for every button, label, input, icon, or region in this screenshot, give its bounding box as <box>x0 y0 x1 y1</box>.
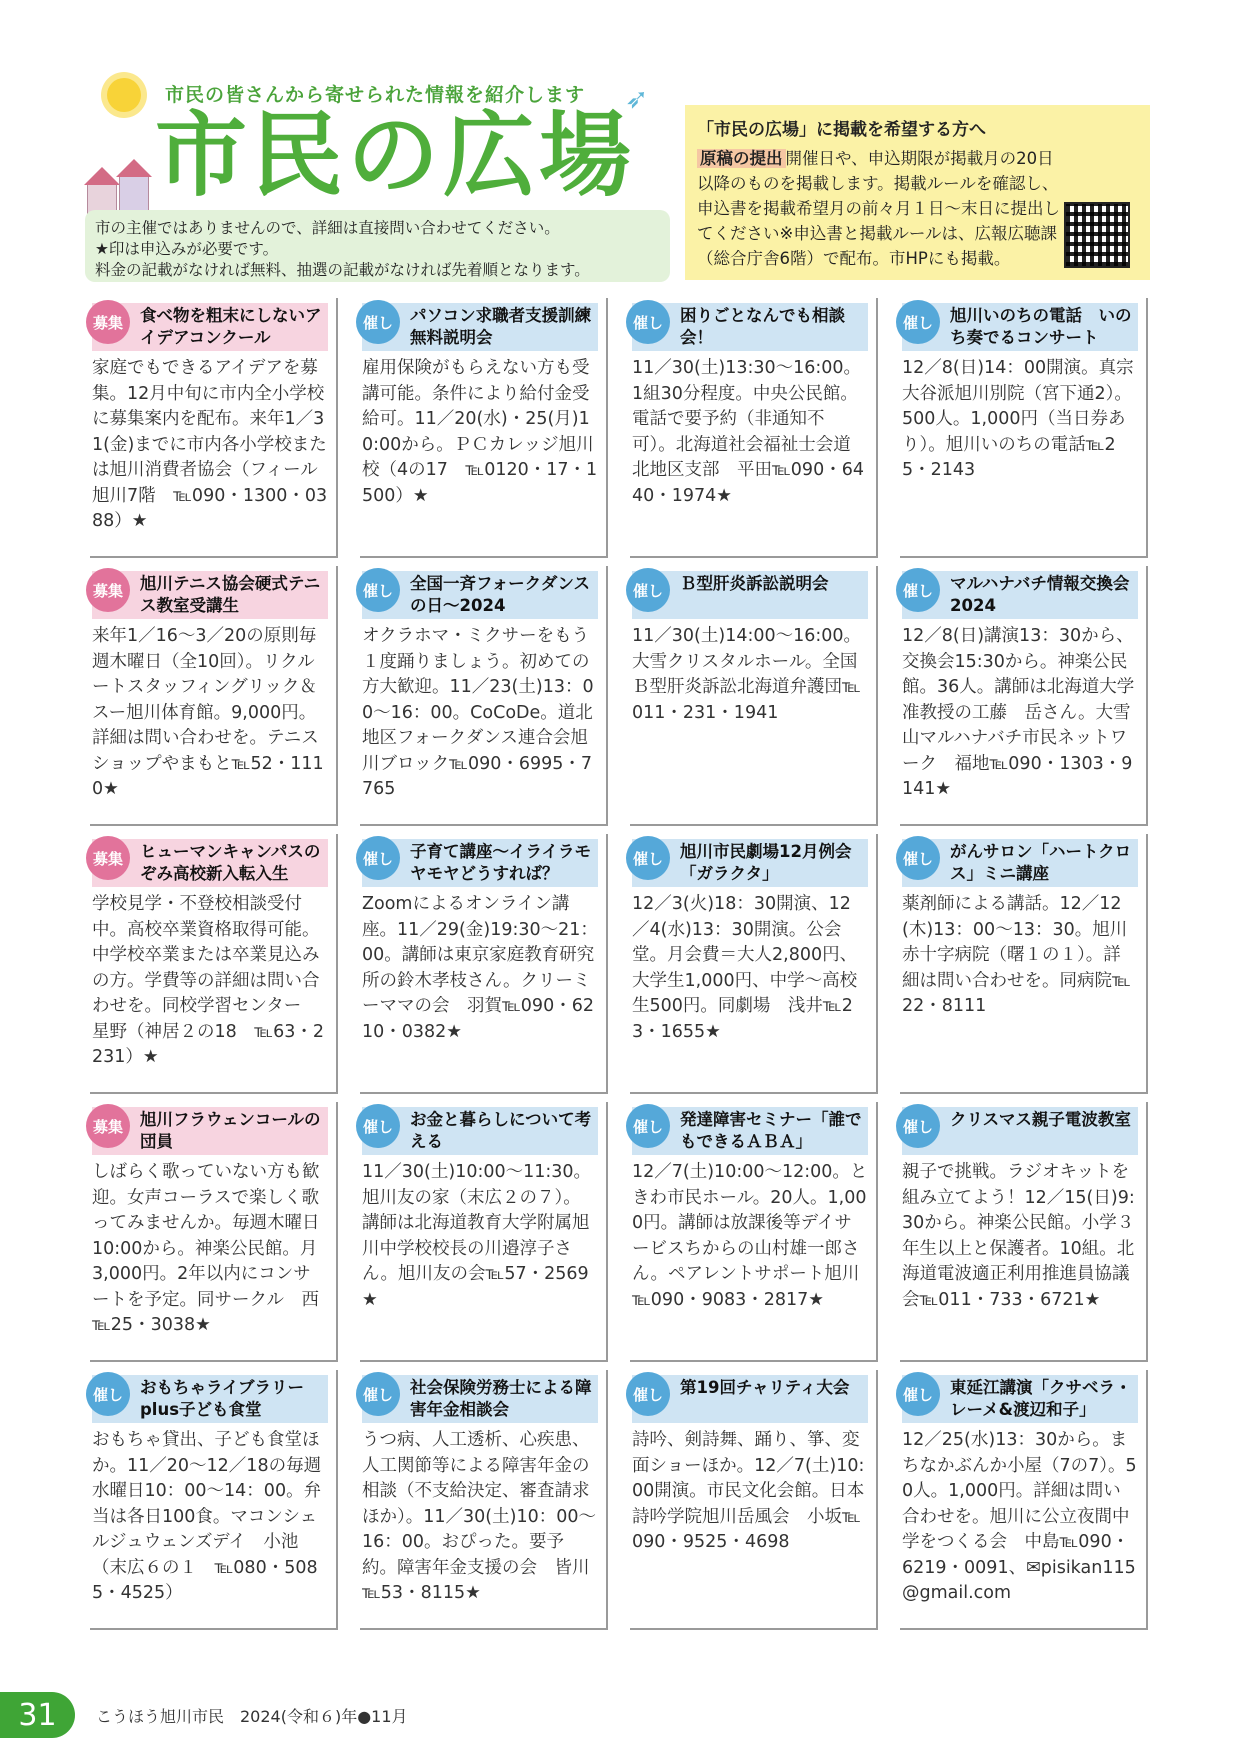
card-body: 12／7(土)10:00～12:00。ときわ市民ホール。20人。1,000円。講師は放課後等デイサービスちからの山村雄一郎さん。ペアレントサポート旭川℡090・9083・2817★ <box>632 1162 868 1310</box>
event-card <box>630 298 878 558</box>
card-title: Ｂ型肝炎訴訟説明会 <box>632 571 868 619</box>
event-card <box>360 298 608 558</box>
category-badge: 催し <box>896 568 940 612</box>
qr-code-icon[interactable] <box>1064 202 1130 268</box>
event-card <box>90 834 338 1094</box>
card-title: おもちゃライブラリーplus子ども食堂 <box>92 1375 328 1423</box>
card-body: 詩吟、剣詩舞、踊り、箏、変面ショーほか。12／7(土)10:00開演。市民文化会館。日本詩吟学院旭川岳風会 小坂℡090・9525・4698 <box>632 1430 865 1552</box>
category-badge: 募集 <box>86 1104 130 1148</box>
card-body: しばらく歌っていない方も歓迎。女声コーラスで楽しく歌ってみませんか。毎週木曜日10:00から。神楽公民館。月3,000円。2年以内にコンサートを予定。同サークル 西℡25・3038★ <box>92 1162 320 1335</box>
card-body: おもちゃ貸出、子ども食堂ほか。11／20～12／18の毎週水曜日10：00～14：00。弁当は各日100食。マコンシェルジュウェンズデイ 小池（末広６の１ ℡080・5085・4525） <box>92 1430 322 1603</box>
card-body: うつ病、人工透析、心疾患、人工関節等による障害年金の相談（不支給決定、審査請求ほか）。11／30(土)10：00～16：00。おぴった。要予約。障害年金支援の会 皆川℡53・8115★ <box>362 1430 596 1603</box>
card-body: 雇用保険がもらえない方も受講可能。条件により給付金受給可。11／20(水)・25(月)10:00から。ＰＣカレッジ旭川校（4の17 ℡0120・17・1500）★ <box>362 358 598 506</box>
card-body: 11／30(土)13:30～16:00。1組30分程度。中央公民館。電話で要予約（非通知不可）。北海道社会福祉士会道北地区支部 平田℡090・6440・1974★ <box>632 358 864 506</box>
card-title: 困りごとなんでも相談会！ <box>632 303 868 351</box>
notice-line: ★印は申込みが必要です。 <box>95 240 279 258</box>
card-body: 12／25(水)13：30から。まちなかぶんか小屋（7の7）。50人。1,000円。詳細は問い合わせを。旭川に公立夜間中学をつくる会 中島℡090・6219・0091、✉pisikan115@gmail.com <box>902 1430 1137 1603</box>
card-title: 旭川テニス協会硬式テニス教室受講生 <box>92 571 328 619</box>
event-card <box>630 1370 878 1630</box>
sun-icon <box>107 78 141 112</box>
card-title: 社会保険労務士による障害年金相談会 <box>362 1375 598 1423</box>
card-title: お金と暮らしについて考える <box>362 1107 598 1155</box>
card-title: 東延江講演「クサベラ・レーメ&渡辺和子」 <box>902 1375 1138 1423</box>
card-title: マルハナバチ情報交換会2024 <box>902 571 1138 619</box>
category-badge: 催し <box>356 568 400 612</box>
card-body: 12／8(日)講演13：30から、交換会15:30から。神楽公民館。36人。講師は北海道大学准教授の工藤 岳さん。大雪山マルハナバチ市民ネットワーク 福地℡090・1303・9141★ <box>902 626 1135 799</box>
category-badge: 募集 <box>86 568 130 612</box>
category-badge: 催し <box>626 836 670 880</box>
event-card <box>360 566 608 826</box>
event-card <box>360 1102 608 1362</box>
card-title: パソコン求職者支援訓練 無料説明会 <box>362 303 598 351</box>
apply-body: 開催日や、申込期限が掲載月の20日以降のものを掲載します。掲載ルールを確認し、申込書を掲載希望月の前々月１日～末日に提出してください※申込書と掲載ルールは、広報広聴課（総合庁舎6階）で配布。市HPにも掲載。 <box>697 149 1060 268</box>
card-body: Zoomによるオンライン講座。11／29(金)19:30～21：00。講師は東京家庭教育研究所の鈴木孝枝さん。クリーミーママの会 羽賀℡090・6210・0382★ <box>362 894 598 1042</box>
card-title: 全国一斉フォークダンスの日～2024 <box>362 571 598 619</box>
page-footer <box>0 1692 1235 1749</box>
card-title: 旭川いのちの電話 いのち奏でるコンサート <box>902 303 1138 351</box>
card-title: 第19回チャリティ大会 <box>632 1375 868 1423</box>
card-body: 11／30(土)10:00～11:30。旭川友の家（末広２の７）。講師は北海道教育大学附属旭川中学校校長の川邉淳子さん。旭川友の会℡57・2569★ <box>362 1162 592 1310</box>
apply-info-box <box>685 105 1150 280</box>
publication-info: こうほう旭川市民 2024(令和６)年●11月 <box>96 1707 408 1726</box>
category-badge: 催し <box>626 1372 670 1416</box>
notice-line: 市の主催ではありませんので、詳細は直接問い合わせてください。 <box>95 219 560 237</box>
apply-label: 原稿の提出 <box>697 149 786 168</box>
card-body: 12／3(火)18：30開演、12／4(水)13：30開演。公会堂。月会費＝大人2,800円、大学生1,000円、中学～高校生500円。同劇場 浅井℡23・1655★ <box>632 894 858 1042</box>
page-title: 市民の広場 <box>155 102 636 209</box>
card-title: 発達障害セミナー「誰でもできるＡＢＡ」 <box>632 1107 868 1155</box>
event-card <box>360 834 608 1094</box>
notice-box <box>85 210 670 282</box>
card-title: ヒューマンキャンパスのぞみ高校新入転入生 <box>92 839 328 887</box>
card-body: 家庭でもできるアイデアを募集。12月中旬に市内全小学校に募集案内を配布。来年1／31(金)までに市内各小学校または旭川消費者協会（フィール旭川7階 ℡090・1300・0388）★ <box>92 358 328 531</box>
card-body: オクラホマ・ミクサーをもう１度踊りましょう。初めての方大歓迎。11／23(土)13：00～16：00。CoCoDe。道北地区フォークダンス連合会旭川ブロック℡090・6995・7765 <box>362 626 594 799</box>
apply-text <box>697 146 1067 271</box>
card-title: 子育て講座～イライラモヤモヤどうすれば？ <box>362 839 598 887</box>
event-card <box>90 566 338 826</box>
category-badge: 催し <box>626 1104 670 1148</box>
event-card <box>900 1370 1148 1630</box>
notice-line: 料金の記載がなければ無料、抽選の記載がなければ先着順となります。 <box>95 261 590 279</box>
card-body: 学校見学・不登校相談受付中。高校卒業資格取得可能。中学校卒業または卒業見込みの方。学費等の詳細は問い合わせを。同校学習センター 星野（神居２の18 ℡63・2231）★ <box>92 894 324 1067</box>
bird-icon: ➶ <box>625 82 649 115</box>
event-card <box>90 1102 338 1362</box>
card-body: 薬剤師による講話。12／12(木)13：00～13：30。旭川赤十字病院（曙１の１）。詳細は問い合わせを。同病院℡22・8111 <box>902 894 1131 1016</box>
category-badge: 募集 <box>86 300 130 344</box>
card-title: がんサロン「ハートクロス」ミニ講座 <box>902 839 1138 887</box>
category-badge: 催し <box>896 1104 940 1148</box>
category-badge: 催し <box>356 836 400 880</box>
category-badge: 催し <box>356 300 400 344</box>
event-card <box>90 1370 338 1630</box>
event-card <box>630 566 878 826</box>
category-badge: 催し <box>356 1372 400 1416</box>
card-body: 親子で挑戦。ラジオキットを組み立てよう！12／15(日)9:30から。神楽公民館。小学３年生以上と保護者。10組。北海道電波適正利用推進員協議会℡011・733・6721★ <box>902 1162 1135 1310</box>
event-card <box>630 1102 878 1362</box>
card-title: 食べ物を粗末にしないアイデアコンクール <box>92 303 328 351</box>
category-badge: 催し <box>896 836 940 880</box>
category-badge: 催し <box>626 568 670 612</box>
event-card <box>900 298 1148 558</box>
card-body: 11／30(土)14:00～16:00。大雪クリスタルホール。全国Ｂ型肝炎訴訟北海道弁護団℡011・231・1941 <box>632 626 862 723</box>
event-card <box>900 566 1148 826</box>
tagline: 市民の皆さんから寄せられた情報を紹介します <box>165 84 586 106</box>
card-title: クリスマス親子電波教室 <box>902 1107 1138 1155</box>
apply-heading: 「市民の広場」に掲載を希望する方へ <box>697 120 986 140</box>
category-badge: 催し <box>356 1104 400 1148</box>
event-card <box>360 1370 608 1630</box>
card-body: 来年1／16～3／20の原則毎週木曜日（全10回）。リクルートスタッフィングリック＆スー旭川体育館。9,000円。詳細は問い合わせを。テニスショップやまもと℡52・1110★ <box>92 626 324 799</box>
category-badge: 募集 <box>86 836 130 880</box>
card-title: 旭川フラウェンコールの団員 <box>92 1107 328 1155</box>
category-badge: 催し <box>86 1372 130 1416</box>
category-badge: 催し <box>896 1372 940 1416</box>
category-badge: 催し <box>896 300 940 344</box>
event-card <box>900 1102 1148 1362</box>
card-body: 12／8(日)14：00開演。真宗大谷派旭川別院（宮下通2）。500人。1,000円（当日券あり）。旭川いのちの電話℡25・2143 <box>902 358 1134 480</box>
event-card <box>630 834 878 1094</box>
event-card <box>90 298 338 558</box>
page-number: 31 <box>0 1692 75 1738</box>
category-badge: 催し <box>626 300 670 344</box>
card-title: 旭川市民劇場12月例会「ガラクタ」 <box>632 839 868 887</box>
event-card <box>900 834 1148 1094</box>
